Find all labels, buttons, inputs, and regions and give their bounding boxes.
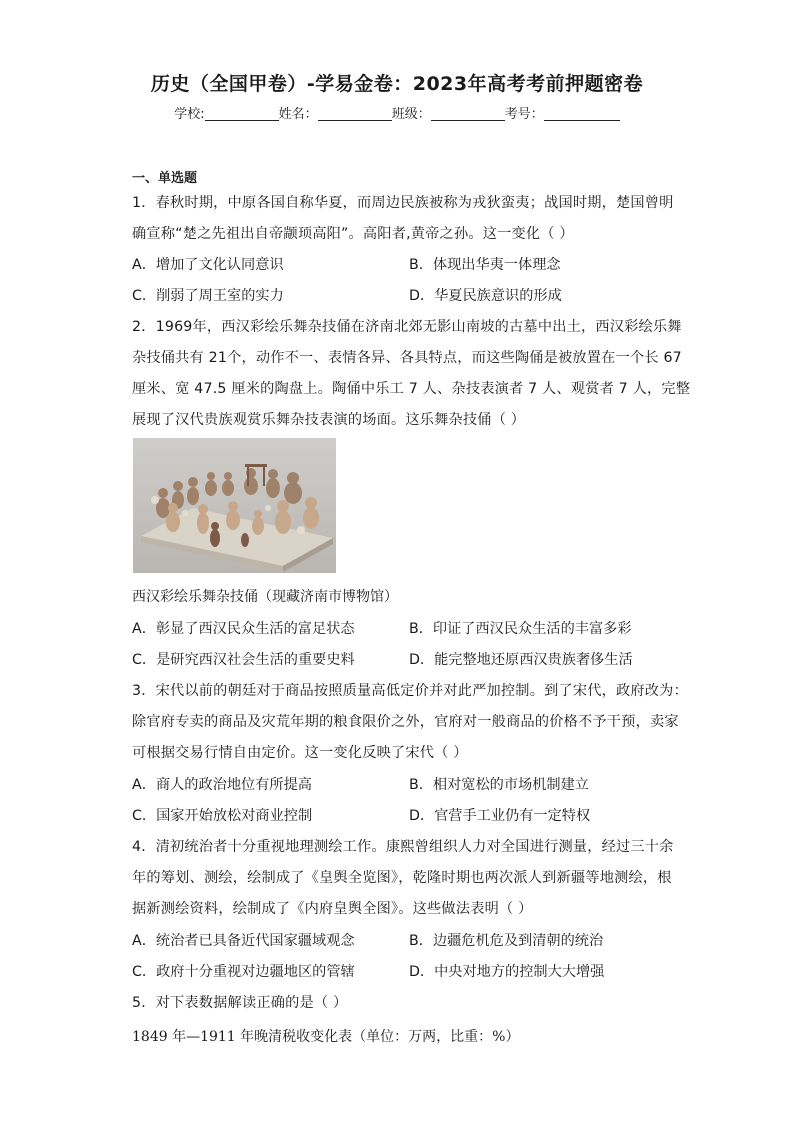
name-label: 姓名： (278, 107, 318, 122)
section-title: 一、单选题 (132, 171, 198, 186)
question-2-option-a: A．彰显了西汉民众生活的富足状态 (132, 621, 355, 637)
class-blank (431, 107, 505, 121)
question-4-line-2: 年的筹划、测绘，绘制成了《皇舆全览图》，乾隆时期也两次派人到新疆等地测绘，根 (132, 870, 672, 886)
question-1-line-2: 确宣称“楚之先祖出自帝颛顼高阳”。高阳者,黄帝之孙。这一变化（ ） (132, 226, 574, 242)
question-2-line-1: 2．1969年，西汉彩绘乐舞杂技俑在济南北郊无影山南坡的古墓中出土，西汉彩绘乐舞 (132, 319, 682, 335)
question-2-option-b: B．印证了西汉民众生活的丰富多彩 (409, 621, 632, 637)
figure-caption: 西汉彩绘乐舞杂技俑（现藏济南市博物馆） (132, 589, 398, 605)
question-2-line-4: 展现了汉代贵族观赏乐舞杂技表演的场面。这乐舞杂技俑（ ） (132, 412, 526, 428)
question-3-option-a: A．商人的政治地位有所提高 (132, 777, 312, 793)
question-5-line-1: 5．对下表数据解读正确的是（ ） (132, 995, 348, 1011)
question-1-option-b: B．体现出华夷一体理念 (409, 257, 561, 273)
school-blank (205, 107, 279, 121)
page-title: 历史（全国甲卷）-学易金卷：2023年高考考前押题密卷 (150, 73, 644, 95)
question-3-line-1: 3．宋代以前的朝廷对于商品按照质量高低定价并对此严加控制。到了宋代，政府改为： (132, 683, 688, 699)
question-4-line-3: 据新测绘资料，绘制成了《内府皇舆全图》。这些做法表明（ ） (132, 901, 533, 917)
pottery-figurines-photo (133, 438, 336, 573)
question-3-line-2: 除官府专卖的商品及灾荒年期的粮食限价之外，官府对一般商品的价格不予干预，卖家 (132, 714, 679, 730)
table-title: 1849 年—1911 年晚清税收变化表（单位：万两，比重：%） (132, 1029, 520, 1045)
question-1-option-d: D．华夏民族意识的形成 (409, 288, 562, 304)
exam-no-blank (544, 107, 620, 121)
question-4-option-d: D．中央对地方的控制大大增强 (409, 964, 605, 980)
question-3-line-3: 可根据交易行情自由定价。这一变化反映了宋代（ ） (132, 745, 468, 761)
school-label: 学校: (174, 107, 205, 122)
question-4-option-c: C．政府十分重视对边疆地区的管辖 (132, 964, 355, 980)
question-4-option-b: B．边疆危机危及到清朝的统治 (409, 933, 604, 949)
question-2-option-d: D．能完整地还原西汉贵族奢侈生活 (409, 652, 633, 668)
question-3-option-d: D．官营手工业仍有一定特权 (409, 808, 591, 824)
question-1-option-c: C．削弱了周王室的实力 (132, 288, 284, 304)
question-3-option-c: C．国家开始放松对商业控制 (132, 808, 313, 824)
question-2-option-c: C．是研究西汉社会生活的重要史料 (132, 652, 355, 668)
question-3-option-b: B．相对宽松的市场机制建立 (409, 777, 589, 793)
exam-no-label: 考号： (504, 107, 544, 122)
student-info-line (0, 103, 794, 122)
question-4-line-1: 4．清初统治者十分重视地理测绘工作。康熙曾组织人力对全国进行测量，经过三十余 (132, 839, 674, 855)
name-blank (318, 107, 392, 121)
class-label: 班级： (391, 107, 431, 122)
question-2-line-2: 杂技俑共有 21个，动作不一、表情各异、各具特点，而这些陶俑是被放置在一个长 67 (132, 350, 682, 366)
question-2-line-3: 厘米、宽 47.5 厘米的陶盘上。陶俑中乐工 7 人、杂技表演者 7 人、观赏者 7 人，完整 (132, 381, 691, 397)
question-1-option-a: A．增加了文化认同意识 (132, 257, 284, 273)
question-4-option-a: A．统治者已具备近代国家疆域观念 (132, 933, 355, 949)
question-1-line-1: 1．春秋时期，中原各国自称华夏，而周边民族被称为戎狄蛮夷；战国时期，楚国曾明 (132, 195, 674, 211)
